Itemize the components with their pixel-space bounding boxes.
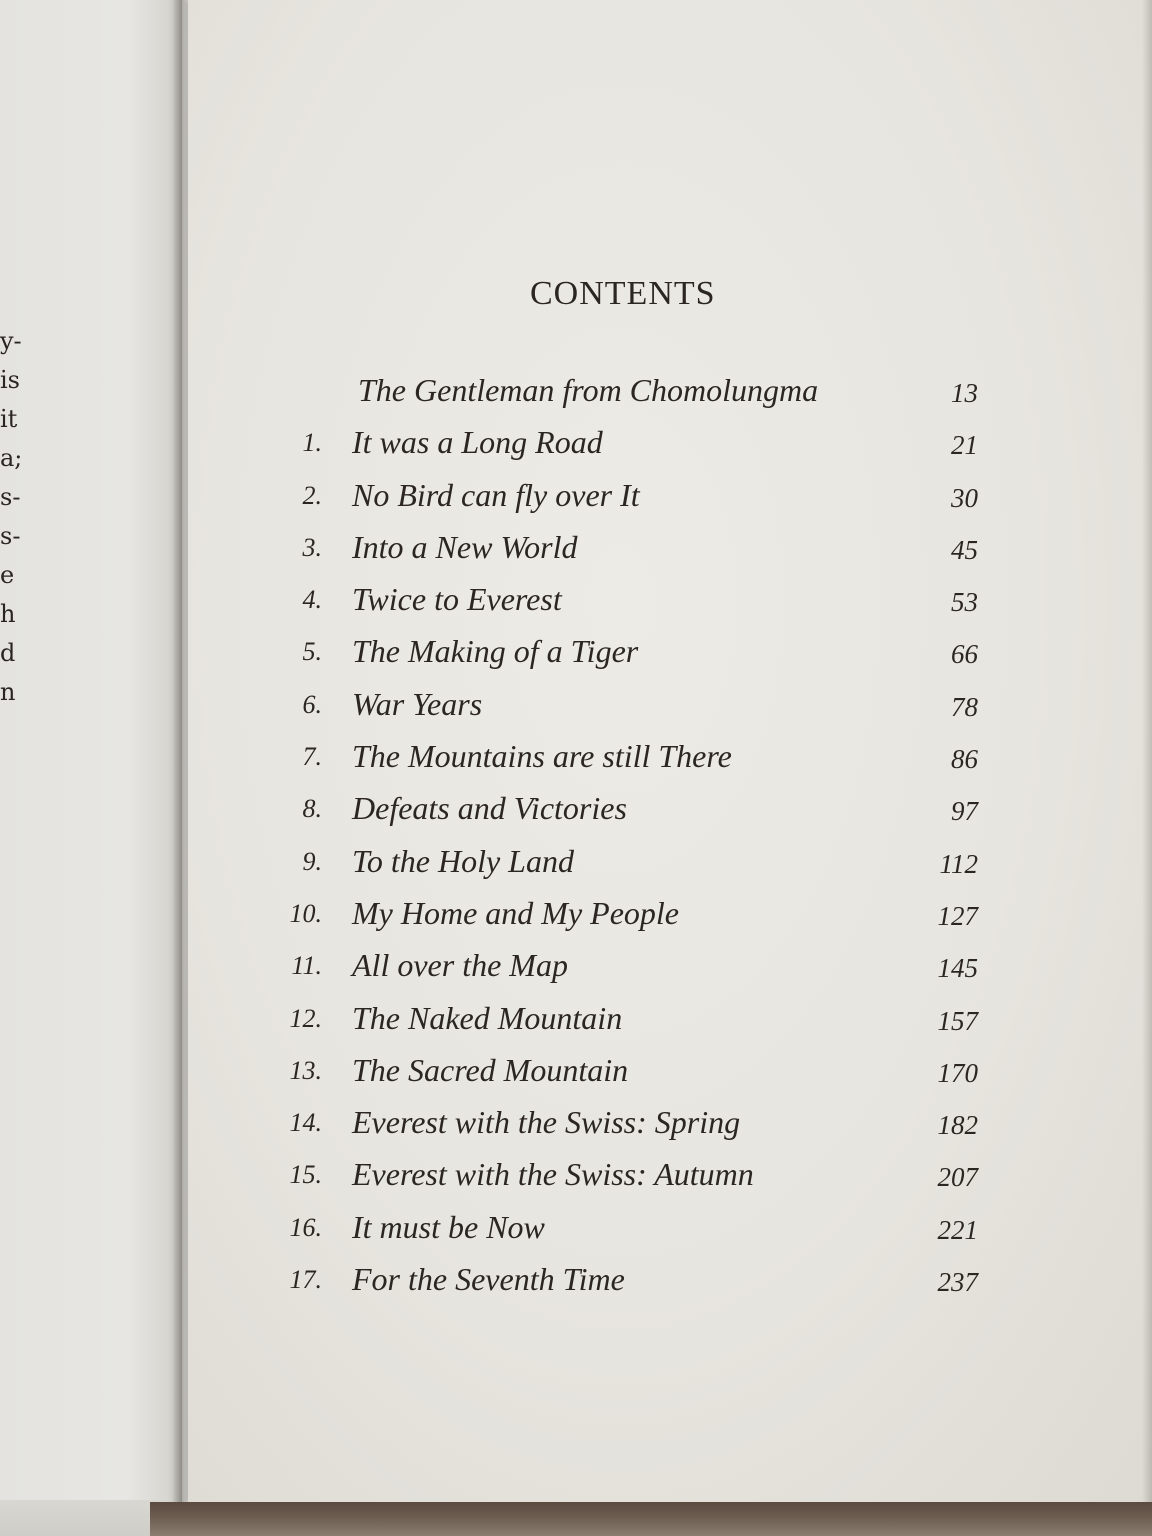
toc-entry-page: 127 <box>937 900 978 931</box>
left-fragment: e <box>0 561 15 589</box>
toc-entry <box>274 843 994 895</box>
page-edge <box>1142 0 1152 1502</box>
toc-entry-page: 157 <box>937 1005 978 1036</box>
toc-entry <box>274 477 994 529</box>
toc-entry-title: The Naked Mountain <box>352 999 623 1036</box>
left-fragment: s- <box>0 483 21 511</box>
toc-entry-number: 1. <box>302 428 322 458</box>
toc-entry <box>274 372 994 424</box>
toc-entry-page: 53 <box>951 587 978 618</box>
toc-entry-title: It must be Now <box>352 1208 545 1245</box>
toc-entry-title: Everest with the Swiss: Autumn <box>352 1156 754 1193</box>
toc-entry-title: Into a New World <box>352 528 578 565</box>
toc-entry-page: 13 <box>951 378 978 408</box>
toc-entry-number: 15. <box>289 1160 322 1190</box>
toc-entry-page: 170 <box>937 1057 978 1088</box>
toc-entry <box>274 581 994 633</box>
toc-entry-title: The Sacred Mountain <box>352 1051 629 1088</box>
toc-entry <box>274 1000 994 1052</box>
toc-entry-number: 4. <box>302 585 322 615</box>
toc-entry <box>274 1209 994 1261</box>
toc-entry-number: 7. <box>302 742 322 772</box>
toc-entry-page: 30 <box>951 482 978 513</box>
left-fragment: s- <box>0 522 21 550</box>
toc-entry-page: 221 <box>937 1214 978 1245</box>
toc-entry-title: My Home and My People <box>352 894 679 931</box>
toc-entry-page: 207 <box>937 1162 978 1193</box>
toc-entry-page: 112 <box>939 848 978 879</box>
toc-entry <box>274 1261 994 1313</box>
toc-entry-number: 6. <box>302 689 322 719</box>
toc-entry-title: For the Seventh Time <box>352 1261 625 1298</box>
book-cover-edge <box>150 1502 1152 1536</box>
toc-entry <box>274 1156 994 1208</box>
toc-entry <box>274 686 994 738</box>
toc-entry-page: 182 <box>937 1110 978 1141</box>
toc-entry-title: The Making of a Tiger <box>352 633 639 670</box>
toc-entry-title: No Bird can fly over It <box>352 476 640 513</box>
table-of-contents <box>274 372 994 1313</box>
toc-entry-page: 237 <box>937 1267 978 1298</box>
toc-entry <box>274 790 994 842</box>
toc-entry-title: Defeats and Victories <box>352 790 627 827</box>
toc-entry-page: 145 <box>937 953 978 984</box>
toc-entry-page: 45 <box>951 534 978 565</box>
left-fragment: y- <box>0 327 22 355</box>
toc-entry-number: 14. <box>289 1108 322 1138</box>
toc-entry <box>274 738 994 790</box>
left-page <box>0 0 182 1536</box>
toc-entry-title: Everest with the Swiss: Spring <box>352 1104 741 1141</box>
toc-entry <box>274 633 994 685</box>
left-fragment: d <box>0 639 16 667</box>
toc-entry-page: 66 <box>951 639 978 670</box>
left-fragment: h <box>0 600 16 628</box>
left-page-bottom-edge <box>0 1500 160 1536</box>
toc-entry-number: 5. <box>302 637 322 667</box>
contents-page <box>188 0 1152 1502</box>
page-title: CONTENTS <box>530 275 716 312</box>
toc-entry-page: 97 <box>951 796 978 827</box>
toc-entry-title: To the Holy Land <box>352 842 574 879</box>
toc-entry <box>274 1104 994 1156</box>
toc-entry-number: 11. <box>291 951 322 981</box>
toc-entry-number: 8. <box>302 794 322 824</box>
toc-entry-number: 3. <box>302 532 322 562</box>
toc-entry-number: 10. <box>289 898 322 928</box>
toc-entry-number: 9. <box>302 846 322 876</box>
toc-entry-title: All over the Map <box>352 947 568 984</box>
toc-entry-page: 78 <box>951 691 978 722</box>
toc-entry-title: Twice to Everest <box>352 581 562 618</box>
left-fragment: it <box>0 405 18 433</box>
toc-entry-number: 12. <box>289 1003 322 1033</box>
left-fragment: a; <box>0 444 23 472</box>
toc-entry-page: 21 <box>951 430 978 461</box>
toc-entry-title: War Years <box>352 685 483 722</box>
toc-entry <box>274 947 994 999</box>
toc-entry <box>274 424 994 476</box>
left-fragment: is <box>0 366 20 394</box>
toc-entry-number: 13. <box>289 1055 322 1085</box>
toc-entry-number: 17. <box>289 1265 322 1295</box>
toc-entry <box>274 529 994 581</box>
left-fragment: n <box>0 678 16 706</box>
toc-entry <box>274 895 994 947</box>
toc-entry-title: The Mountains are still There <box>352 738 732 775</box>
toc-entry-title: The Gentleman from Chomolungma <box>358 372 819 408</box>
toc-entry-page: 86 <box>951 744 978 775</box>
toc-entry-number: 16. <box>289 1212 322 1242</box>
left-page-text-fragments <box>0 322 22 712</box>
toc-entry <box>274 1052 994 1104</box>
toc-entry-title: It was a Long Road <box>352 424 603 461</box>
toc-entry-number: 2. <box>302 480 322 510</box>
